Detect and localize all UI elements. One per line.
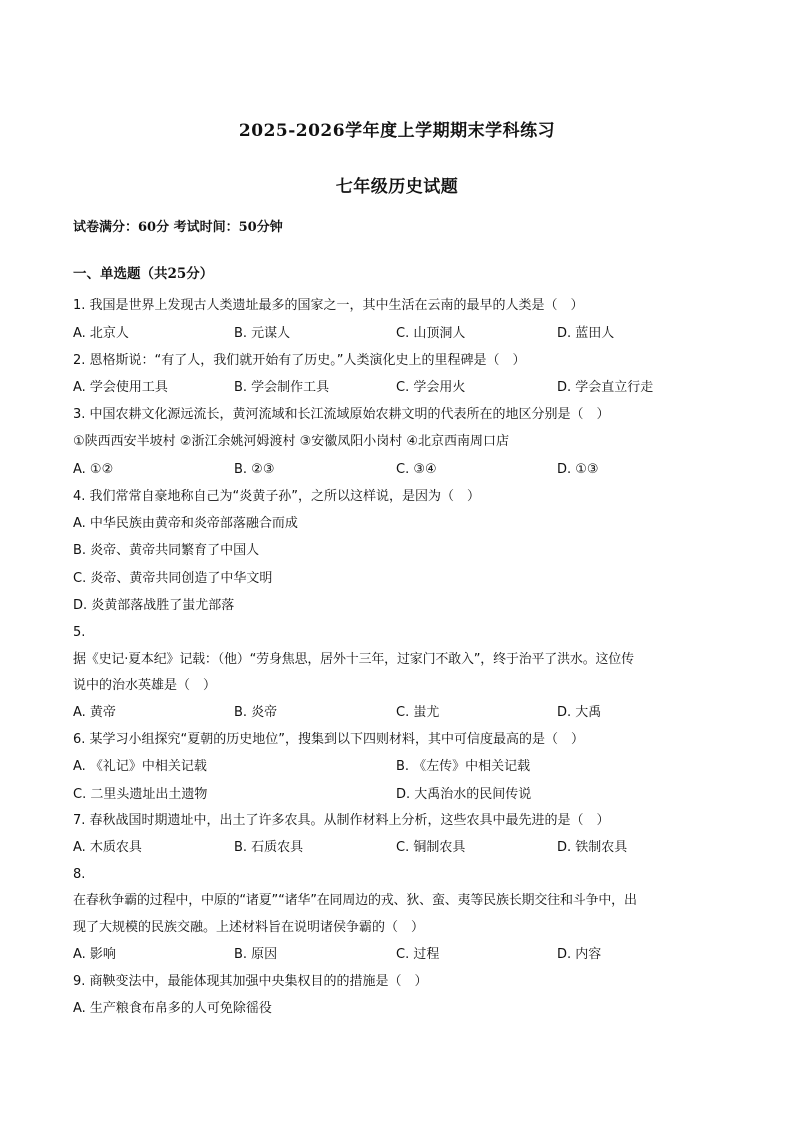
q2-option-a: A. 学会使用工具 <box>73 380 168 395</box>
q1-option-c: C. 山顶洞人 <box>396 326 466 341</box>
q1-option-a: A. 北京人 <box>73 326 129 341</box>
question-6-stem: 6. 某学习小组探究“夏朝的历史地位”，搜集到以下四则材料，其中可信度最高的是（ ） <box>73 732 585 747</box>
q4-option-b: B. 炎帝、黄帝共同繁育了中国人 <box>73 543 260 558</box>
q6-option-c: C. 二里头遗址出土遗物 <box>73 787 208 802</box>
q5-option-c: C. 蚩尤 <box>396 705 440 720</box>
q5-option-a: A. 黄帝 <box>73 705 116 720</box>
q3-option-c: C. ③④ <box>396 462 437 477</box>
question-4-stem: 4. 我们常常自豪地称自己为“炎黄子孙”，之所以这样说，是因为（ ） <box>73 489 481 504</box>
q6-option-d: D. 大禹治水的民间传说 <box>396 787 532 802</box>
q7-option-a: A. 木质农具 <box>73 840 142 855</box>
question-1-stem: 1. 我国是世界上发现古人类遗址最多的国家之一，其中生活在云南的最早的人类是（ ） <box>73 298 584 313</box>
q3-option-b: B. ②③ <box>234 462 275 477</box>
question-3-material: ①陕西西安半坡村 ②浙江余姚河姆渡村 ③安徽凤阳小岗村 ④北京西南周口店 <box>73 434 510 449</box>
q4-option-d: D. 炎黄部落战胜了蚩尤部落 <box>73 598 235 613</box>
section-heading: 一、单选题（共25分） <box>73 266 214 282</box>
question-8-number: 8. <box>73 867 86 882</box>
q8-option-c: C. 过程 <box>396 947 440 962</box>
q7-option-d: D. 铁制农具 <box>557 840 628 855</box>
q7-option-b: B. 石质农具 <box>234 840 304 855</box>
q5-option-b: B. 炎帝 <box>234 705 278 720</box>
q4-option-c: C. 炎帝、黄帝共同创造了中华文明 <box>73 571 273 586</box>
question-2-stem: 2. 恩格斯说：“有了人，我们就开始有了历史。”人类演化史上的里程碑是（ ） <box>73 353 526 368</box>
q6-option-b: B. 《左传》中相关记载 <box>396 759 531 774</box>
q2-option-c: C. 学会用火 <box>396 380 466 395</box>
exam-subtitle: 七年级历史试题 <box>335 177 459 197</box>
q3-option-a: A. ①② <box>73 462 114 477</box>
q3-option-d: D. ①③ <box>557 462 599 477</box>
question-8-stem-line2: 现了大规模的民族交融。上述材料旨在说明诸侯争霸的（ ） <box>73 920 425 935</box>
q8-option-b: B. 原因 <box>234 947 278 962</box>
q2-option-b: B. 学会制作工具 <box>234 380 330 395</box>
question-8-stem-line1: 在春秋争霸的过程中，中原的“诸夏”“诸华”在同周边的戎、狄、蛮、夷等民族长期交往和斗争中，出 <box>73 893 637 908</box>
q1-option-b: B. 元谋人 <box>234 326 291 341</box>
question-5-stem-line1: 据《史记·夏本纪》记载：（他）“劳身焦思，居外十三年，过家门不敢入”，终于治平了洪水。这位传 <box>73 652 634 667</box>
question-7-stem: 7. 春秋战国时期遗址中，出土了许多农具。从制作材料上分析，这些农具中最先进的是（ ） <box>73 813 610 828</box>
q8-option-d: D. 内容 <box>557 947 602 962</box>
question-5-number: 5. <box>73 625 86 640</box>
q4-option-a: A. 中华民族由黄帝和炎帝部落融合而成 <box>73 516 298 531</box>
q5-option-d: D. 大禹 <box>557 705 602 720</box>
q7-option-c: C. 铜制农具 <box>396 840 466 855</box>
q6-option-a: A. 《礼记》中相关记载 <box>73 759 207 774</box>
q1-option-d: D. 蓝田人 <box>557 326 615 341</box>
question-9-stem: 9. 商鞅变法中，最能体现其加强中央集权目的的措施是（ ） <box>73 974 428 989</box>
exam-title: 2025-2026学年度上学期期末学科练习 <box>238 121 556 141</box>
q8-option-a: A. 影响 <box>73 947 116 962</box>
exam-meta: 试卷满分：60分 考试时间：50分钟 <box>73 220 283 235</box>
question-5-stem-line2: 说中的治水英雄是（ ） <box>73 678 217 693</box>
q9-option-a: A. 生产粮食布帛多的人可免除徭役 <box>73 1001 272 1016</box>
question-3-stem: 3. 中国农耕文化源远流长，黄河流域和长江流域原始农耕文明的代表所在的地区分别是（ ） <box>73 407 610 422</box>
q2-option-d: D. 学会直立行走 <box>557 380 654 395</box>
